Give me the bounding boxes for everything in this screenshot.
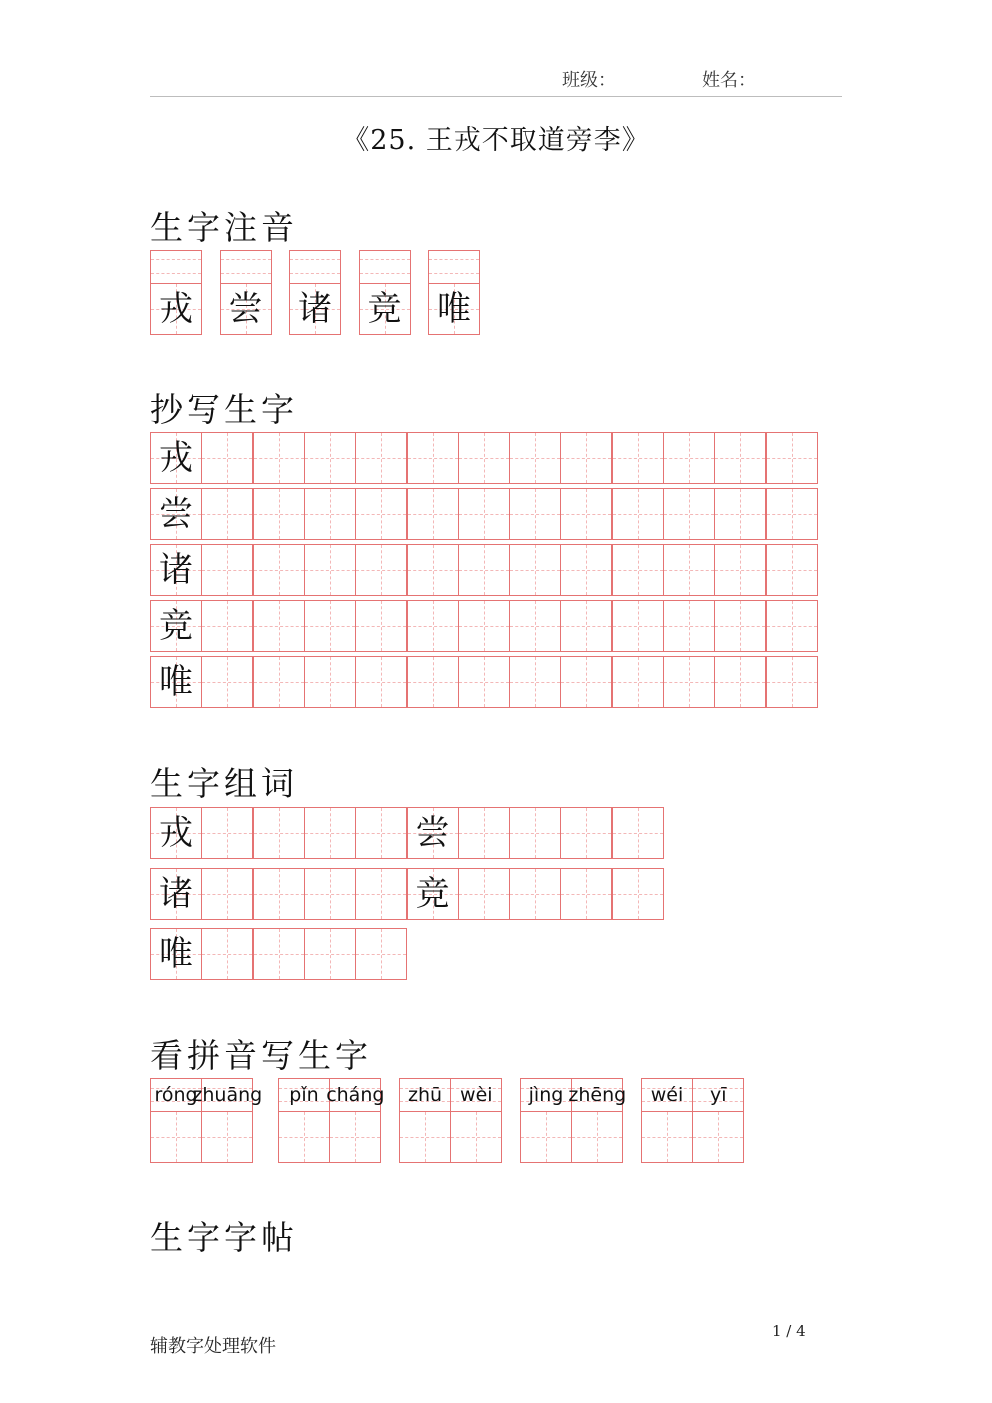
pinyin-blank[interactable] xyxy=(428,250,480,283)
cell-character: 竞 xyxy=(159,606,193,646)
copy-blank-cell[interactable] xyxy=(714,600,766,652)
class-label: 班级： xyxy=(562,70,616,91)
pinyin-text: cháng xyxy=(326,1084,385,1106)
word-model-cell xyxy=(407,868,459,920)
copy-blank-cell[interactable] xyxy=(509,600,561,652)
word-blank-cell[interactable] xyxy=(253,868,305,920)
copy-blank-cell[interactable] xyxy=(612,544,664,596)
pinyin-text: pǐn xyxy=(289,1084,319,1106)
pinyin-label xyxy=(520,1078,572,1111)
page-number: 1 / 4 xyxy=(772,1322,806,1340)
word-blank-cell[interactable] xyxy=(201,807,253,859)
pinyin-label xyxy=(326,1078,385,1111)
copy-blank-cell[interactable] xyxy=(663,656,715,708)
copy-blank-cell[interactable] xyxy=(407,432,459,484)
copy-blank-cell[interactable] xyxy=(560,488,612,540)
copy-blank-cell[interactable] xyxy=(766,544,818,596)
pinyin-blank[interactable] xyxy=(289,250,341,283)
pinyin-answer-cell[interactable] xyxy=(450,1111,502,1163)
copy-blank-cell[interactable] xyxy=(509,432,561,484)
copy-model-cell xyxy=(150,656,202,708)
pinyin-answer-cell[interactable] xyxy=(278,1111,330,1163)
word-blank-cell[interactable] xyxy=(304,928,356,980)
word-blank-cell[interactable] xyxy=(509,807,561,859)
copy-blank-cell[interactable] xyxy=(407,488,459,540)
footer-software: 辅教字处理软件 xyxy=(150,1336,276,1357)
cell-character: 尝 xyxy=(159,494,193,534)
copy-model-cell xyxy=(150,432,202,484)
copy-blank-cell[interactable] xyxy=(458,544,510,596)
pinyin-answer-cell[interactable] xyxy=(571,1111,623,1163)
pinyin-answer-cell[interactable] xyxy=(399,1111,451,1163)
annotate-cell xyxy=(150,283,202,335)
copy-blank-cell[interactable] xyxy=(663,600,715,652)
pinyin-text: zhū xyxy=(407,1084,443,1106)
pinyin-label xyxy=(568,1078,627,1111)
copy-blank-cell[interactable] xyxy=(714,656,766,708)
copy-blank-cell[interactable] xyxy=(355,432,407,484)
copy-blank-cell[interactable] xyxy=(407,600,459,652)
copy-blank-cell[interactable] xyxy=(560,432,612,484)
annotate-cell xyxy=(428,283,480,335)
copy-blank-cell[interactable] xyxy=(612,656,664,708)
pinyin-text: jìng xyxy=(528,1084,564,1106)
pinyin-label xyxy=(641,1078,693,1111)
copy-blank-cell[interactable] xyxy=(253,544,305,596)
pinyin-label xyxy=(192,1078,263,1111)
copy-blank-cell[interactable] xyxy=(201,600,253,652)
section-title-pinyin: 看拼音写生字 xyxy=(150,1036,372,1075)
copy-blank-cell[interactable] xyxy=(612,600,664,652)
annotate-cell xyxy=(289,283,341,335)
annotate-cell xyxy=(359,283,411,335)
pinyin-blank[interactable] xyxy=(150,250,202,283)
copy-blank-cell[interactable] xyxy=(663,544,715,596)
copy-blank-cell[interactable] xyxy=(201,656,253,708)
copy-blank-cell[interactable] xyxy=(509,488,561,540)
word-blank-cell[interactable] xyxy=(355,928,407,980)
copy-blank-cell[interactable] xyxy=(509,544,561,596)
cell-character: 唯 xyxy=(159,934,193,974)
section-title-annotate: 生字注音 xyxy=(150,208,298,247)
cell-character: 戎 xyxy=(159,438,193,478)
cell-character: 竞 xyxy=(415,874,450,914)
pinyin-answer-cell[interactable] xyxy=(520,1111,572,1163)
pinyin-answer-cell[interactable] xyxy=(692,1111,744,1163)
word-blank-cell[interactable] xyxy=(612,807,664,859)
pinyin-text: zhuāng xyxy=(192,1084,263,1106)
word-blank-cell[interactable] xyxy=(201,868,253,920)
copy-blank-cell[interactable] xyxy=(766,656,818,708)
copy-blank-cell[interactable] xyxy=(766,488,818,540)
copy-blank-cell[interactable] xyxy=(560,656,612,708)
copy-blank-cell[interactable] xyxy=(355,544,407,596)
cell-character: 戎 xyxy=(159,813,193,853)
pinyin-blank[interactable] xyxy=(359,250,411,283)
copy-blank-cell[interactable] xyxy=(612,488,664,540)
cell-character: 诸 xyxy=(159,874,193,914)
pinyin-answer-cell[interactable] xyxy=(329,1111,381,1163)
pinyin-text: yī xyxy=(710,1084,727,1106)
cell-character: 竞 xyxy=(367,289,402,329)
pinyin-text: zhēng xyxy=(568,1084,627,1106)
copy-blank-cell[interactable] xyxy=(458,488,510,540)
cell-character: 尝 xyxy=(415,813,450,853)
pinyin-text: róng xyxy=(154,1084,198,1106)
cell-character: 戎 xyxy=(159,289,193,329)
word-model-cell xyxy=(407,807,459,859)
copy-blank-cell[interactable] xyxy=(304,488,356,540)
word-blank-cell[interactable] xyxy=(304,868,356,920)
word-blank-cell[interactable] xyxy=(201,928,253,980)
name-label: 姓名： xyxy=(702,70,756,91)
word-model-cell xyxy=(150,928,202,980)
pinyin-answer-cell[interactable] xyxy=(150,1111,202,1163)
page-title: 《25. 王戎不取道旁李》 xyxy=(342,125,650,156)
word-blank-cell[interactable] xyxy=(612,868,664,920)
cell-character: 诸 xyxy=(159,550,193,590)
word-blank-cell[interactable] xyxy=(560,868,612,920)
pinyin-answer-cell[interactable] xyxy=(641,1111,693,1163)
word-blank-cell[interactable] xyxy=(355,868,407,920)
pinyin-label xyxy=(450,1078,502,1111)
cell-character: 唯 xyxy=(159,662,193,702)
word-blank-cell[interactable] xyxy=(509,868,561,920)
header-divider xyxy=(150,96,842,97)
word-blank-cell[interactable] xyxy=(304,807,356,859)
word-blank-cell[interactable] xyxy=(560,807,612,859)
copy-blank-cell[interactable] xyxy=(304,656,356,708)
pinyin-label xyxy=(278,1078,330,1111)
word-blank-cell[interactable] xyxy=(355,807,407,859)
copy-blank-cell[interactable] xyxy=(253,656,305,708)
copy-blank-cell[interactable] xyxy=(612,432,664,484)
cell-character: 唯 xyxy=(437,289,471,329)
pinyin-text: wèi xyxy=(460,1084,493,1106)
annotate-cell xyxy=(220,283,272,335)
copy-model-cell xyxy=(150,600,202,652)
copy-blank-cell[interactable] xyxy=(458,600,510,652)
copy-blank-cell[interactable] xyxy=(714,432,766,484)
copy-blank-cell[interactable] xyxy=(304,432,356,484)
copy-blank-cell[interactable] xyxy=(355,600,407,652)
copy-blank-cell[interactable] xyxy=(201,544,253,596)
pinyin-label xyxy=(692,1078,744,1111)
word-model-cell xyxy=(150,807,202,859)
copy-blank-cell[interactable] xyxy=(304,544,356,596)
copy-blank-cell[interactable] xyxy=(407,544,459,596)
copy-blank-cell[interactable] xyxy=(766,600,818,652)
word-blank-cell[interactable] xyxy=(458,868,510,920)
pinyin-answer-cell[interactable] xyxy=(201,1111,253,1163)
word-blank-cell[interactable] xyxy=(253,928,305,980)
copy-blank-cell[interactable] xyxy=(663,432,715,484)
copy-blank-cell[interactable] xyxy=(766,432,818,484)
copy-blank-cell[interactable] xyxy=(560,544,612,596)
copy-blank-cell[interactable] xyxy=(714,544,766,596)
copy-blank-cell[interactable] xyxy=(253,432,305,484)
copy-blank-cell[interactable] xyxy=(509,656,561,708)
pinyin-label xyxy=(399,1078,451,1111)
copy-blank-cell[interactable] xyxy=(458,656,510,708)
cell-character: 诸 xyxy=(298,289,332,329)
copy-blank-cell[interactable] xyxy=(304,600,356,652)
copy-blank-cell[interactable] xyxy=(355,656,407,708)
copy-blank-cell[interactable] xyxy=(714,488,766,540)
copy-blank-cell[interactable] xyxy=(201,432,253,484)
pinyin-text: wéi xyxy=(650,1084,684,1106)
section-title-copybook: 生字字帖 xyxy=(150,1218,298,1257)
copy-model-cell xyxy=(150,488,202,540)
copy-blank-cell[interactable] xyxy=(458,432,510,484)
copy-model-cell xyxy=(150,544,202,596)
word-blank-cell[interactable] xyxy=(458,807,510,859)
pinyin-blank[interactable] xyxy=(220,250,272,283)
copy-blank-cell[interactable] xyxy=(201,488,253,540)
word-model-cell xyxy=(150,868,202,920)
word-blank-cell[interactable] xyxy=(253,807,305,859)
section-title-copy: 抄写生字 xyxy=(150,390,298,429)
section-title-words: 生字组词 xyxy=(150,764,298,803)
copy-blank-cell[interactable] xyxy=(355,488,407,540)
copy-blank-cell[interactable] xyxy=(407,656,459,708)
copy-blank-cell[interactable] xyxy=(663,488,715,540)
copy-blank-cell[interactable] xyxy=(253,600,305,652)
copy-blank-cell[interactable] xyxy=(253,488,305,540)
copy-blank-cell[interactable] xyxy=(560,600,612,652)
cell-character: 尝 xyxy=(228,289,263,329)
